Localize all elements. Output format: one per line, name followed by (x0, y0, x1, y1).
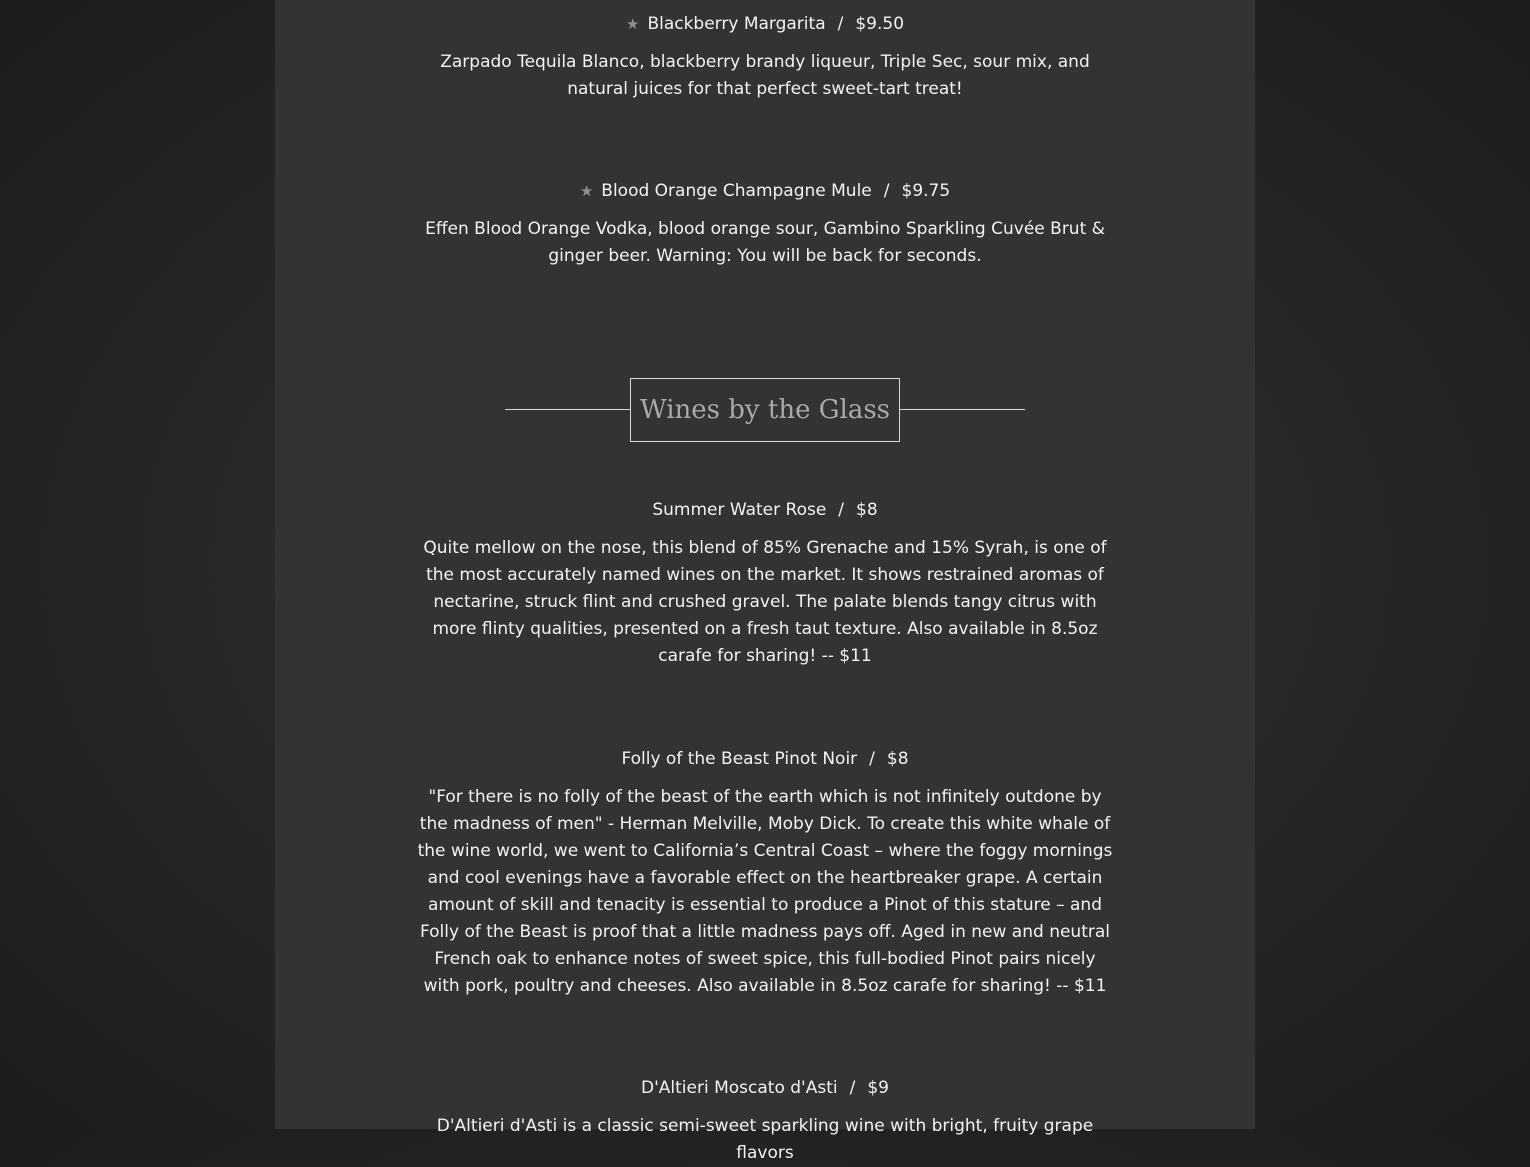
menu-item-name: D'Altieri Moscato d'Asti (641, 1078, 838, 1098)
menu-item-name: Blackberry Margarita (647, 14, 826, 34)
price-separator: / (869, 749, 875, 769)
menu-item-price: $9 (867, 1078, 889, 1098)
menu-item-description: "For there is no folly of the beast of the earth which is not infinitely outdone by the madness of men" - Herman Melville, Moby Dick. To create this white whale of the wine world, we went to California’s Central Coast – where the foggy mornings and cool evenings have a favorable effect on the heartbreaker grape. A certain amount of skill and tenacity is essential to produce a Pinot of this stature – and Folly of the Beast is proof that a little madness pays off. Aged in new and neutral French oak to enhance notes of sweet spice, this full-bodied Pinot pairs nicely with pork, poultry and cheeses. Also available in 8.5oz carafe for sharing! -- $11 (417, 787, 1113, 996)
menu-panel (275, 0, 1255, 1163)
menu-item-description: Effen Blood Orange Vodka, blood orange sour, Gambino Sparkling Cuvée Brut & ginger beer. Warning: You will be back for seconds. (425, 219, 1105, 266)
menu-item-price: $8 (856, 500, 878, 520)
price-separator: / (838, 500, 845, 520)
menu-item-price: $8 (886, 749, 909, 769)
menu-item-blood-orange-champagne-mule (275, 180, 1255, 270)
menu-item-title (275, 180, 1255, 202)
menu-item-name: Summer Water Rose (652, 500, 827, 520)
section-title: Wines by the Glass (630, 378, 900, 442)
price-separator: / (837, 14, 844, 34)
price-separator: / (883, 181, 890, 201)
menu-item-folly-of-the-beast (275, 748, 1255, 1000)
menu-item-daltieri-moscato (275, 1077, 1255, 1167)
menu-item-name: Folly of the Beast Pinot Noir (621, 749, 858, 769)
menu-item-title (275, 748, 1255, 770)
menu-item-summer-water-rose (275, 499, 1255, 670)
menu-item-description: Zarpado Tequila Blanco, blackberry brandy liqueur, Triple Sec, sour mix, and natural juices for that perfect sweet-tart treat! (440, 52, 1090, 99)
menu-item-price: $9.75 (901, 181, 951, 201)
star-icon: ★ (579, 182, 594, 200)
menu-item-description: Quite mellow on the nose, this blend of 85% Grenache and 15% Syrah, is one of the most accurately named wines on the market. It shows restrained aromas of nectarine, struck flint and crushed gravel. The palate blends tangy citrus with more flinty qualities, presented on a fresh taut texture. Also available in 8.5oz carafe for sharing! -- $11 (423, 538, 1107, 666)
menu-item-title (275, 13, 1255, 35)
section-heading-wines (275, 378, 1255, 442)
menu-item-title (275, 1077, 1255, 1099)
menu-item-title (275, 499, 1255, 521)
menu-item-price: $9.50 (855, 14, 905, 34)
star-icon: ★ (625, 15, 640, 33)
price-separator: / (849, 1078, 856, 1098)
menu-item-description: D'Altieri d'Asti is a classic semi-sweet sparkling wine with bright, fruity grape flavors (436, 1116, 1094, 1163)
heading-rule-right (900, 409, 1025, 410)
heading-rule-left (505, 409, 630, 410)
menu-item-blackberry-margarita (275, 13, 1255, 103)
menu-item-name: Blood Orange Champagne Mule (601, 181, 872, 201)
